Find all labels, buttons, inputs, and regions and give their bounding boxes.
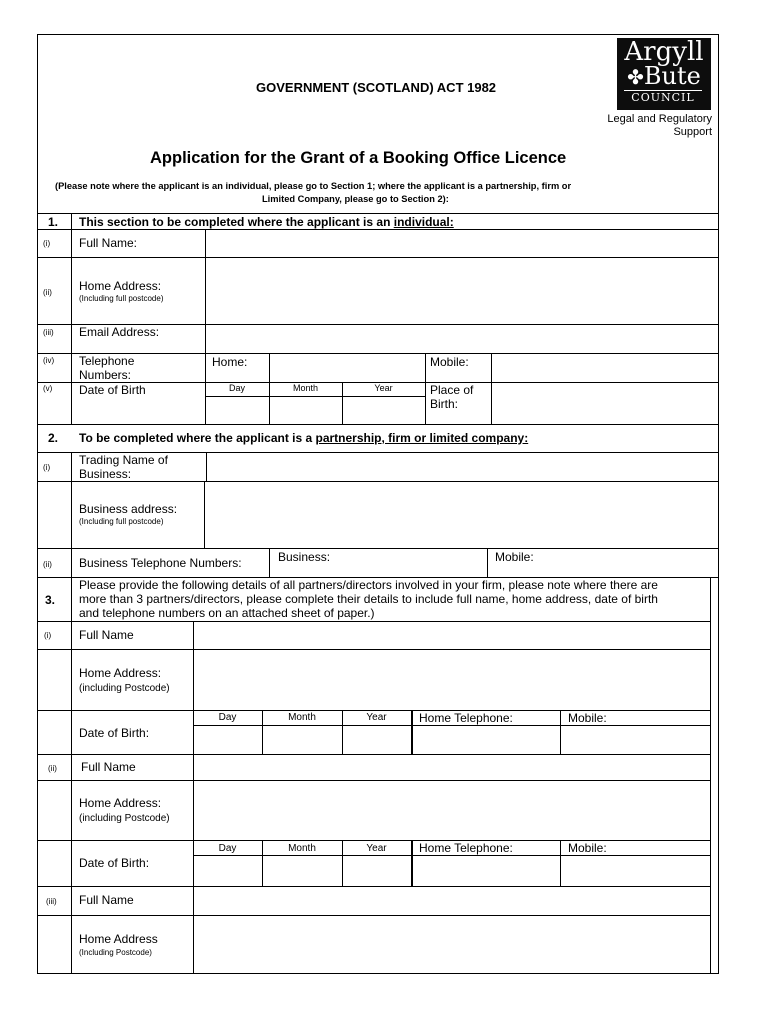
p1-dob-label: Date of Birth:	[79, 726, 150, 740]
p2-dob-label: Date of Birth:	[79, 856, 150, 870]
logo-line1: Argyll	[624, 37, 704, 67]
p2-dob-year-field[interactable]	[343, 856, 410, 885]
p3-name-field[interactable]	[194, 887, 709, 915]
logo-line2: ✤Bute	[627, 62, 701, 90]
s2-address-sub: (Including full postcode)	[79, 517, 164, 526]
s1-dob-day-field[interactable]	[206, 397, 268, 423]
p2-month-header: Month	[288, 843, 316, 854]
p2-mobile-field[interactable]	[561, 856, 709, 885]
s1-address-sub: (Including full postcode)	[79, 294, 164, 303]
p1-dob-year-field[interactable]	[343, 726, 410, 753]
p1-address-sub: (including Postcode)	[79, 683, 170, 694]
p1-home-tel-field[interactable]	[413, 726, 559, 753]
p2-address-field[interactable]	[194, 781, 709, 840]
s1-iv-num: (iv)	[43, 356, 55, 365]
s1-phone-label1: Telephone	[79, 354, 135, 368]
p3-address-label: Home Address	[79, 932, 158, 946]
p1-name-field[interactable]	[194, 622, 709, 649]
note-line1: (Please note where the applicant is an individual, please go to Section 1; where the applicant is a partnership, firm or	[55, 181, 572, 191]
s1-place-label1: Place of	[430, 383, 474, 397]
s2-mobile-label: Mobile:	[495, 550, 534, 564]
p1-address-label: Home Address:	[79, 666, 162, 680]
p2-name-label: Full Name	[81, 760, 136, 774]
p2-mobile-label: Mobile:	[568, 841, 607, 855]
section1-heading: This section to be completed where the applicant is an individual:	[79, 215, 454, 229]
act-title: GOVERNMENT (SCOTLAND) ACT 1982	[256, 80, 497, 95]
p1-year-header: Year	[366, 712, 387, 723]
dept-line2: Support	[673, 126, 712, 138]
p1-num: (i)	[44, 631, 52, 640]
p1-hometel-label: Home Telephone:	[419, 711, 513, 725]
p3-name-label: Full Name	[79, 893, 134, 907]
s2-address-field[interactable]	[205, 482, 718, 547]
p2-year-header: Year	[366, 843, 387, 854]
section2-number: 2.	[48, 431, 59, 445]
s2-trading-name-field[interactable]	[207, 453, 718, 480]
s2-business-phone-field[interactable]	[270, 563, 486, 576]
s1-dob-year-header: Year	[374, 383, 393, 393]
p2-address-label: Home Address:	[79, 796, 162, 810]
p2-home-tel-field[interactable]	[413, 856, 559, 885]
s1-place-of-birth-field[interactable]	[492, 383, 718, 423]
p1-dob-day-field[interactable]	[194, 726, 261, 753]
s2-mobile-field[interactable]	[488, 563, 718, 576]
section3-text3: and telephone numbers on an attached sheet of paper.)	[79, 606, 375, 620]
s2-business-label: Business:	[278, 550, 331, 564]
p1-name-label: Full Name	[79, 628, 134, 642]
s1-i-num: (i)	[43, 239, 51, 248]
s1-fullname-label: Full Name:	[79, 236, 138, 250]
s1-iii-num: (iii)	[43, 328, 54, 337]
s2-phone-label: Business Telephone Numbers:	[79, 556, 242, 570]
s1-dob-year-field[interactable]	[343, 397, 424, 423]
p1-mobile-label: Mobile:	[568, 711, 607, 725]
p3-address-sub: (Including Postcode)	[79, 948, 152, 957]
s1-email-label: Email Address:	[79, 325, 160, 339]
s2-trading-label1: Trading Name of	[79, 453, 168, 467]
p2-hometel-label: Home Telephone:	[419, 841, 513, 855]
p2-address-sub: (including Postcode)	[79, 813, 170, 824]
s1-address-label: Home Address:	[79, 279, 162, 293]
section3-text2: more than 3 partners/directors, please complete their details to include full name, home address, date of birth	[79, 592, 658, 606]
s1-v-num: (v)	[43, 384, 53, 393]
s1-fullname-field[interactable]	[206, 230, 718, 257]
s1-dob-month-header: Month	[292, 383, 318, 393]
section1-number: 1.	[48, 215, 59, 229]
p1-mobile-field[interactable]	[561, 726, 709, 753]
council-logo	[617, 38, 711, 110]
logo-cross-icon: ✤	[627, 65, 644, 89]
section2-heading: To be completed where the applicant is a partnership, firm or limited company:	[79, 431, 529, 445]
s2-trading-label2: Business:	[79, 467, 132, 481]
form-title: Application for the Grant of a Booking Office Licence	[150, 149, 567, 167]
p2-dob-month-field[interactable]	[263, 856, 341, 885]
dept-line1: Legal and Regulatory	[607, 113, 712, 125]
p1-dob-month-field[interactable]	[263, 726, 341, 753]
p1-address-field[interactable]	[194, 650, 709, 710]
p1-day-header: Day	[218, 712, 237, 723]
p2-day-header: Day	[218, 843, 237, 854]
s1-dob-label: Date of Birth	[79, 383, 146, 397]
s1-ii-num: (ii)	[43, 288, 52, 297]
p2-name-field[interactable]	[194, 755, 709, 780]
p2-num: (ii)	[48, 764, 57, 773]
s2-i-num: (i)	[43, 463, 51, 472]
note-line2: Limited Company, please go to Section 2):	[262, 194, 449, 204]
s1-address-field[interactable]	[206, 258, 718, 324]
section3-number: 3.	[45, 593, 56, 607]
s1-mobile-field[interactable]	[492, 354, 718, 381]
s1-home-phone-field[interactable]	[270, 354, 424, 381]
p3-num: (iii)	[46, 897, 57, 906]
s1-dob-day-header: Day	[228, 383, 245, 393]
p1-month-header: Month	[288, 712, 316, 723]
s1-dob-month-field[interactable]	[270, 397, 341, 423]
s1-mobile-label: Mobile:	[430, 355, 469, 369]
s1-home-label: Home:	[212, 355, 248, 369]
s1-email-field[interactable]	[206, 325, 718, 353]
p3-address-field[interactable]	[194, 916, 709, 973]
s1-phone-label2: Numbers:	[79, 368, 132, 382]
p2-dob-day-field[interactable]	[194, 856, 261, 885]
section3-text1: Please provide the following details of all partners/directors involved in your firm, please note where there are	[79, 578, 658, 592]
s2-ii-num: (ii)	[43, 560, 52, 569]
s1-place-label2: Birth:	[430, 397, 459, 411]
logo-line3: COUNCIL	[624, 90, 702, 105]
s2-address-label: Business address:	[79, 502, 178, 516]
